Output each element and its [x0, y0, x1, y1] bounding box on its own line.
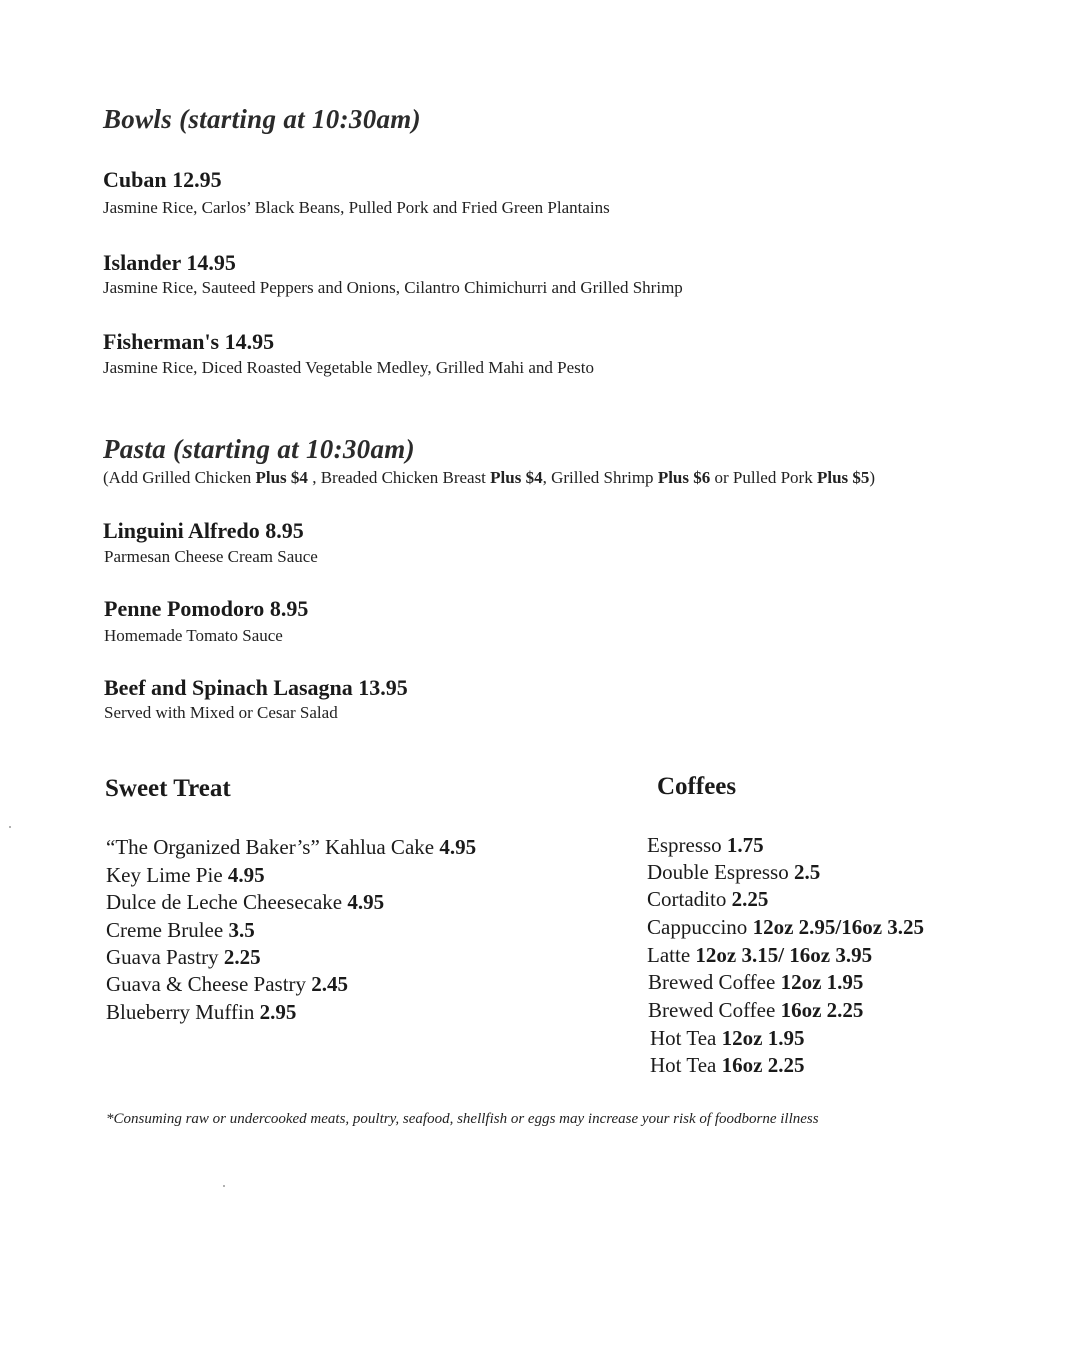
item-description: Jasmine Rice, Carlos’ Black Beans, Pulled Pork and Fried Green Plantains: [103, 198, 610, 217]
item-price: 4.95: [347, 890, 385, 914]
addon-text: , Breaded Chicken Breast: [307, 468, 491, 487]
item-price: 14.95: [186, 250, 236, 275]
list-item: [648, 970, 863, 995]
pasta-addons-note: [103, 468, 875, 488]
item-name: Beef and Spinach Lasagna: [104, 675, 353, 700]
list-item: [106, 945, 261, 970]
foodborne-disclaimer: *Consuming raw or undercooked meats, poultry, seafood, shellfish or eggs may increase your risk of foodborne illness: [106, 1111, 819, 1127]
bowls-section-title: Bowls (starting at 10:30am): [103, 104, 421, 134]
item-name: Hot Tea: [650, 1026, 717, 1050]
menu-item-beef-spinach-lasagna: [104, 675, 408, 701]
item-name: Linguini Alfredo: [103, 518, 260, 543]
item-price: 3.5: [228, 918, 255, 942]
item-name: Cappuccino: [647, 915, 748, 939]
list-item: [647, 915, 924, 940]
coffees-title: Coffees: [657, 773, 737, 800]
item-price: 1.75: [726, 833, 764, 857]
pasta-section-title: Pasta (starting at 10:30am): [103, 434, 415, 464]
item-name: Islander: [103, 250, 181, 275]
addon-text: (Add Grilled Chicken: [103, 468, 256, 487]
menu-item-islander: [103, 250, 236, 276]
item-price: 14.95: [224, 329, 275, 354]
list-item: [106, 863, 265, 888]
scan-speck: [223, 1185, 225, 1187]
list-item: [647, 860, 820, 885]
list-item: [648, 998, 863, 1023]
item-description: Homemade Tomato Sauce: [104, 626, 283, 645]
list-item: [647, 943, 872, 968]
item-name: Creme Brulee: [106, 918, 224, 942]
item-name: Brewed Coffee: [648, 970, 776, 994]
list-item: [650, 1053, 804, 1078]
list-item: [106, 1000, 296, 1025]
list-item: [106, 918, 255, 943]
addon-price: Plus $4: [490, 468, 543, 487]
addon-price: Plus $6: [657, 468, 711, 487]
item-price: 12oz 3.15/ 16oz 3.95: [695, 943, 873, 967]
item-price: 12oz 1.95: [780, 970, 864, 994]
item-price: 2.25: [223, 945, 261, 969]
item-name: “The Organized Baker’s” Kahlua Cake: [106, 835, 435, 859]
item-price: 4.95: [227, 863, 265, 887]
item-price: 2.95: [259, 1000, 297, 1024]
item-price: 12.95: [172, 167, 222, 192]
addon-text: , Grilled Shrimp: [542, 468, 658, 487]
item-name: Cuban: [103, 167, 167, 192]
item-price: 4.95: [439, 835, 477, 859]
scan-speck: [9, 826, 11, 828]
addon-price: Plus $5: [816, 468, 870, 487]
item-price: 16oz 2.25: [721, 1053, 805, 1077]
item-price: 13.95: [358, 675, 408, 700]
item-name: Fisherman's: [103, 329, 220, 354]
list-item: [106, 835, 476, 860]
addon-text: ): [869, 468, 876, 487]
item-name: Brewed Coffee: [648, 998, 776, 1022]
menu-item-penne-pomodoro: [104, 596, 308, 622]
item-name: Latte: [647, 943, 691, 967]
item-name: Guava & Cheese Pastry: [106, 972, 307, 996]
item-description: Served with Mixed or Cesar Salad: [104, 703, 338, 722]
list-item: [106, 890, 384, 915]
item-price: 2.45: [311, 972, 349, 996]
list-item: [647, 833, 764, 858]
addon-text: or Pulled Pork: [710, 468, 817, 487]
list-item: [647, 887, 768, 912]
item-name: Penne Pomodoro: [104, 596, 265, 621]
sweet-treat-title: Sweet Treat: [105, 775, 231, 802]
item-name: Dulce de Leche Cheesecake: [106, 890, 343, 914]
item-name: Blueberry Muffin: [106, 1000, 255, 1024]
item-price: 8.95: [269, 596, 309, 621]
item-description: Parmesan Cheese Cream Sauce: [104, 547, 318, 566]
item-price: 2.5: [793, 860, 821, 884]
item-name: Espresso: [647, 833, 722, 857]
menu-item-cuban: [103, 167, 222, 193]
item-name: Guava Pastry: [106, 945, 219, 969]
item-price: 16oz 2.25: [780, 998, 864, 1022]
addon-price: Plus $4: [255, 468, 308, 487]
list-item: [650, 1026, 804, 1051]
menu-item-linguini-alfredo: [103, 518, 304, 544]
item-name: Cortadito: [647, 887, 727, 911]
item-name: Key Lime Pie: [106, 863, 223, 887]
list-item: [106, 972, 348, 997]
item-description: Jasmine Rice, Diced Roasted Vegetable Medley, Grilled Mahi and Pesto: [103, 358, 594, 377]
item-name: Hot Tea: [650, 1053, 717, 1077]
item-price: 12oz 1.95: [721, 1026, 805, 1050]
item-name: Double Espresso: [647, 860, 789, 884]
item-price: 12oz 2.95/16oz 3.25: [752, 915, 925, 939]
item-description: Jasmine Rice, Sauteed Peppers and Onions, Cilantro Chimichurri and Grilled Shrimp: [103, 278, 683, 297]
menu-item-fishermans: [103, 329, 274, 355]
item-price: 8.95: [265, 518, 304, 543]
item-price: 2.25: [731, 887, 769, 911]
